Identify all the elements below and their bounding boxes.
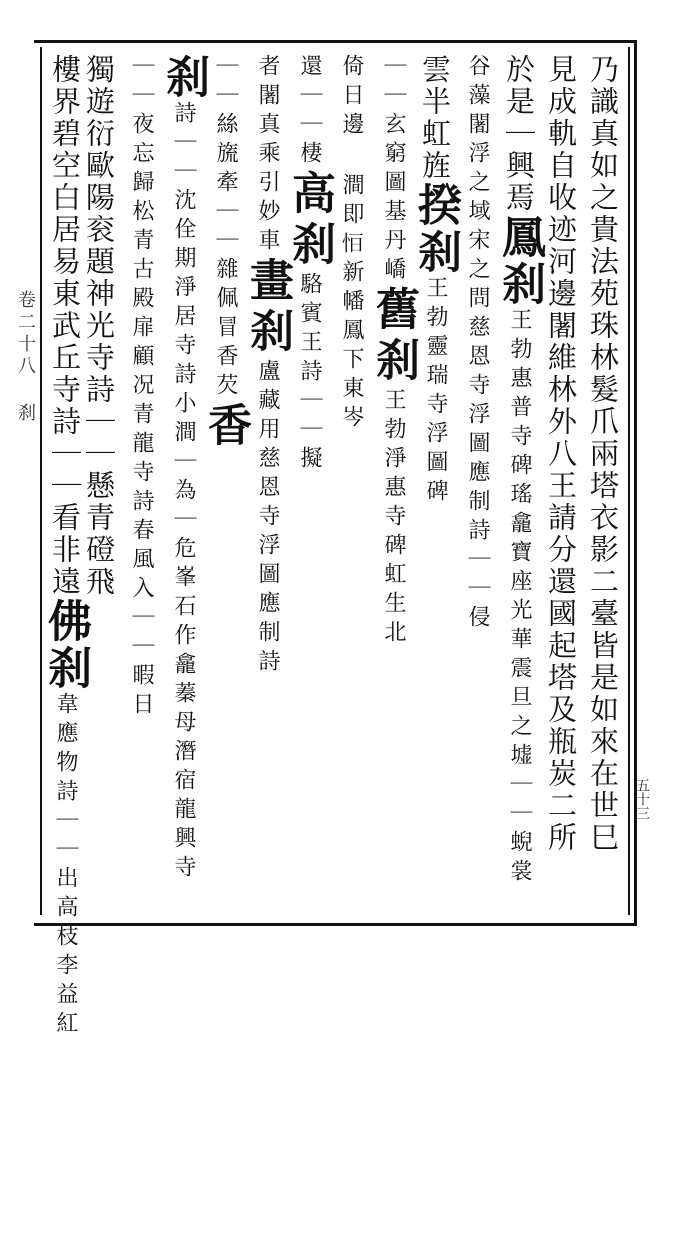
entry-heading: 佛刹 [40, 598, 91, 692]
page-number: 五十三 [634, 778, 650, 820]
annotation-text: 澗即𢘆新幡鳳下東岑 [339, 173, 364, 434]
text-column-4: 谷藻闍浮之域宋之問慈恩寺浮圖應制詩｜｜侵 [465, 54, 490, 634]
text-column-12: ｜｜夜忘歸松青古殿扉顧况青龍寺詩春風入｜｜暇日 [129, 54, 154, 721]
text-segment: ｜｜ [213, 54, 238, 112]
text-column-7 [330, 54, 372, 914]
text-segment: 樓界碧空白居易東武丘寺詩｜｜看非遠 [48, 54, 82, 598]
text-column-11 [158, 54, 209, 914]
inner-border-right [628, 47, 630, 915]
margin-note: 卷二十八 刹 [15, 290, 36, 425]
annotation-text: 王勃靈瑞寺浮圖碑 [423, 276, 448, 508]
entry-heading: 舊刹 [368, 286, 419, 388]
text-column-8 [284, 54, 335, 914]
text-segment: 還｜｜棲 [297, 54, 322, 170]
entry-heading: 香 [200, 402, 251, 453]
text-column-14 [40, 54, 91, 1040]
entry-heading: 刹 [158, 54, 209, 101]
text-column-9 [242, 54, 293, 914]
annotation-text: 王勃淨惠寺碑虹生北 [381, 388, 406, 649]
text-column-5 [410, 54, 461, 914]
entry-heading: 鳳刹 [494, 214, 545, 308]
text-segment: 於是｜興焉 [502, 54, 536, 214]
text-column-13: 獨遊衍歐陽衮題神光寺詩｜｜懸青磴飛 [82, 54, 116, 598]
text-segment: ｜｜玄窮圖基丹嶠 [381, 54, 406, 286]
annotation-text: 絲旒牽｜｜雜佩冒香芡 [213, 112, 238, 402]
text-column-10 [200, 54, 251, 914]
annotation-text: 盧藏用慈恩寺浮圖應制詩 [255, 359, 280, 678]
text-column-1: 乃識真如之貴法苑珠林髮爪兩塔衣影二臺皆是如來在世巳 [586, 54, 620, 854]
annotation-text: 詩｜｜沈佺期淨居寺詩小澗｜為｜危峯石作龕蓁母潛宿龍興寺 [171, 101, 196, 884]
text-segment: 倚日邊 [339, 54, 364, 141]
entry-heading: 揆刹 [410, 182, 461, 276]
text-column-2: 見成軌自收迹河邊闍維林外八王請分還國起塔及瓶炭二所 [544, 54, 578, 854]
text-segment: 者闍真乘引妙車 [255, 54, 280, 257]
entry-heading: 畫刹 [242, 257, 293, 359]
text-column-3 [494, 54, 545, 914]
annotation-text: 出高枝李益紅 [53, 866, 78, 1040]
text-segment: 雲半虹旌 [418, 54, 452, 182]
text-column-6 [368, 54, 419, 914]
annotation-text: 駱賓王詩｜｜擬 [297, 272, 322, 475]
entry-heading: 高刹 [284, 170, 335, 272]
annotation-text: 王勃惠普寺碑瑤龕寶座光華震旦之墟｜｜蜺裳 [507, 308, 532, 888]
annotation-text: 韋應物詩｜｜ [53, 692, 78, 866]
